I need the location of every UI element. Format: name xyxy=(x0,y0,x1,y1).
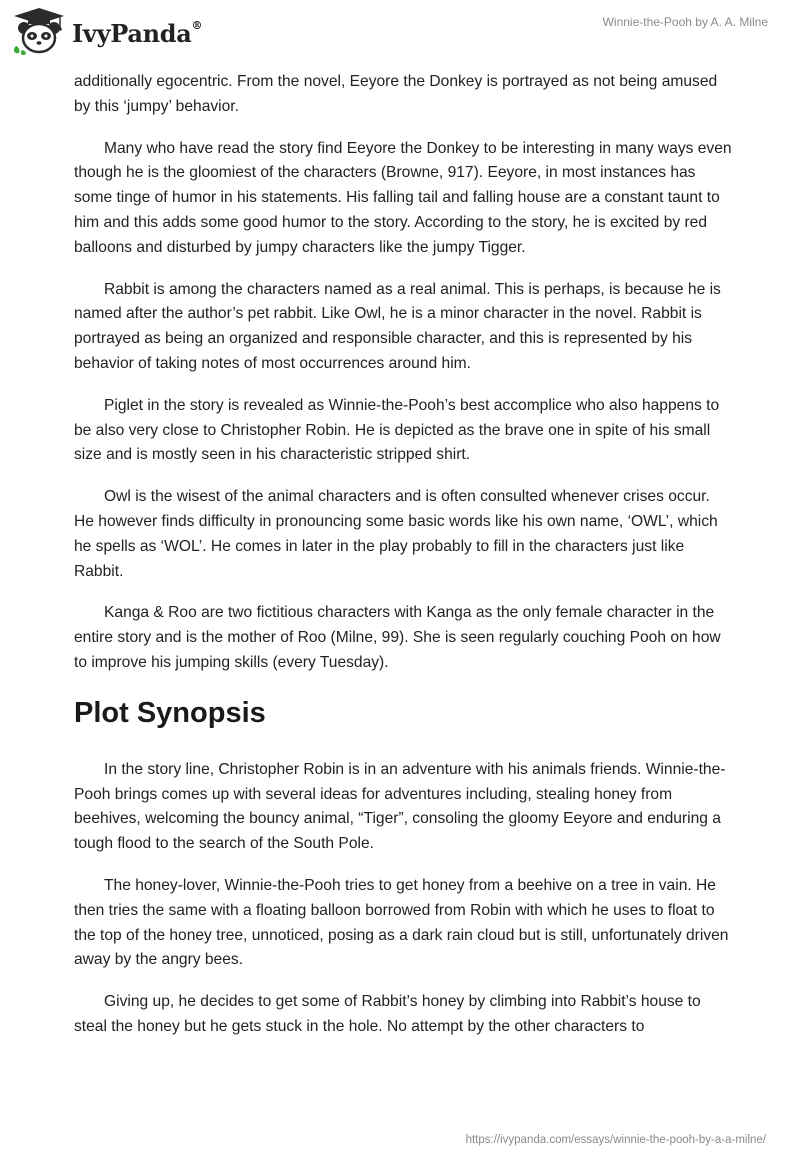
paragraph: Kanga & Roo are two fictitious characters with Kanga as the only female character in the entire story and is the mother of Roo (Milne, 99). She is seen regularly couching Pooh on how to improve his jumping skills (every Tuesday). xyxy=(74,604,721,671)
page-header xyxy=(0,0,800,62)
paragraph: Giving up, he decides to get some of Rabbit’s honey by climbing into Rabbit’s house to steal the honey but he gets stuck in the hole. No attempt by the other characters to xyxy=(74,993,701,1035)
section-heading: Plot Synopsis xyxy=(74,696,266,729)
paragraph: In the story line, Christopher Robin is in an adventure with his animals friends. Winnie-the-Pooh brings comes up with several ideas for adventures including, stealing honey from beehives, welcoming the bouncy animal, “Tiger”, consoling the gloomy Eeyore and enduring a tough flood to the search of the South Pole. xyxy=(74,760,726,853)
paragraph: additionally egocentric. From the novel, Eeyore the Donkey is portrayed as not being amused by this ‘jumpy’ behavior. xyxy=(74,73,718,115)
paragraph: Piglet in the story is revealed as Winnie-the-Pooh’s best accomplice who also happens to be also very close to Christopher Robin. He is depicted as the brave one in spite of his small size and is mostly seen in his characteristic stripped shirt. xyxy=(74,396,720,464)
paragraph: Owl is the wisest of the animal characters and is often consulted whenever crises occur. He however finds difficulty in pronouncing some basic words like his own name, ‘OWL’, which he spells as ‘WOL’. He comes in later in the play probably to fill in the characters just like Rabbit. xyxy=(74,488,718,580)
document-title: Winnie-the-Pooh by A. A. Milne xyxy=(602,15,768,29)
paragraph: The honey-lover, Winnie-the-Pooh tries to get honey from a beehive on a tree in vain. He then tries the same with a floating balloon borrowed from Robin with which he uses to float to the top of the honey tree, unnoticed, posing as a dark rain cloud but is still, unfortunately driven away by the angry bees. xyxy=(74,876,729,969)
paragraph: Rabbit is among the characters named as a real animal. This is perhaps, is because he is named after the author’s pet rabbit. Like Owl, he is a minor character in the novel. Rabbit is portrayed as being an organized and responsible character, and this is represented by his behavior of taking notes of most occurrences around him. xyxy=(74,280,721,372)
panda-graduate-icon xyxy=(10,6,68,56)
paragraph: Many who have read the story find Eeyore the Donkey to be interesting in many ways even though he is the gloomiest of the characters (Browne, 917). Eeyore, in most instances has some tinge of humor in his statements. His falling tail and falling house are a constant taunt to him and this adds some good humor to the story. According to the story, he is excited by red balloons and disturbed by jumpy characters like the jumpy Tigger. xyxy=(74,139,732,256)
source-url-link[interactable]: https://ivypanda.com/essays/winnie-the-pooh-by-a-a-milne/ xyxy=(465,1134,766,1146)
brand-name: IvyPanda® xyxy=(72,18,203,48)
ivypanda-logo[interactable] xyxy=(10,6,202,56)
essay-content xyxy=(74,70,734,1057)
